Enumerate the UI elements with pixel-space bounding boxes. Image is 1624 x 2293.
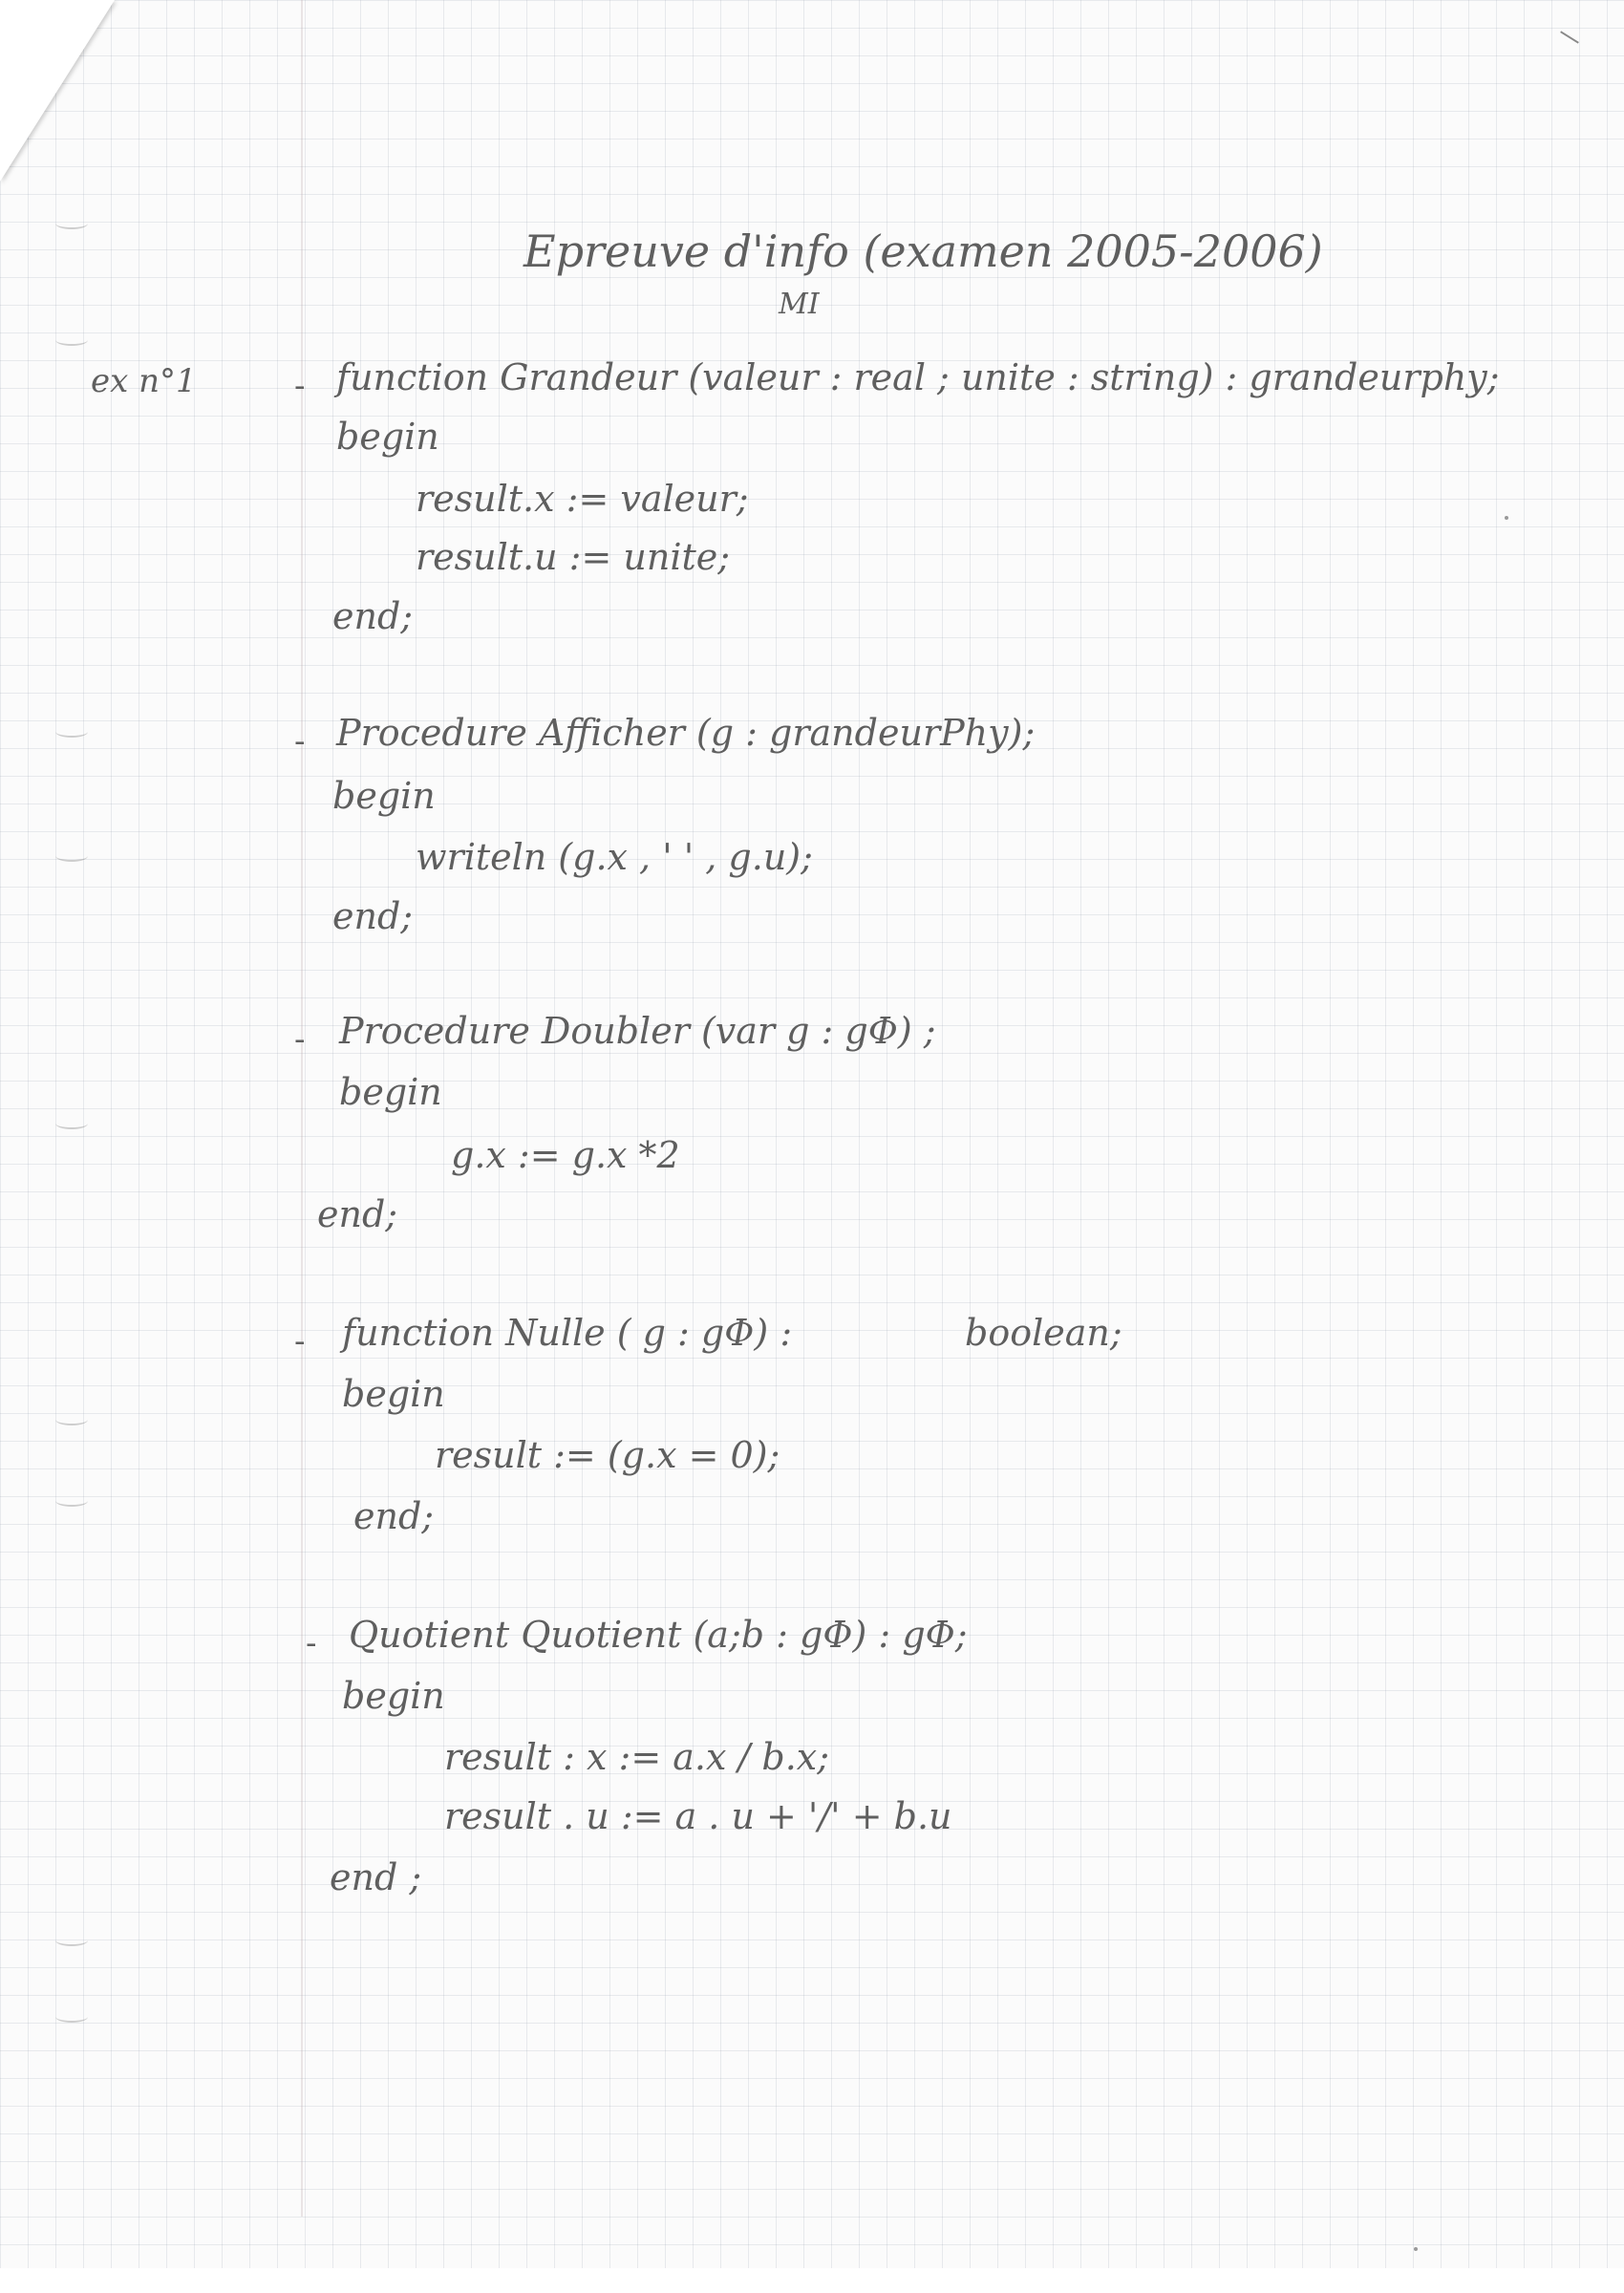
bullet-mark: - xyxy=(306,1624,317,1662)
code-line: begin xyxy=(336,416,439,458)
code-line: writeln (g.x , ' ' , g.u); xyxy=(416,836,813,878)
code-line: begin xyxy=(342,1373,445,1415)
binder-hole xyxy=(55,1495,88,1507)
bullet-mark: - xyxy=(294,367,306,405)
binder-hole xyxy=(55,218,88,229)
margin-line xyxy=(301,0,303,2217)
binder-hole xyxy=(55,850,88,862)
code-line: g.x := g.x *2 xyxy=(451,1134,680,1176)
stray-dot xyxy=(1505,516,1508,520)
binder-hole xyxy=(55,334,88,346)
binder-hole xyxy=(55,2011,88,2023)
code-line: end; xyxy=(332,595,414,637)
stray-dot xyxy=(1414,2247,1418,2251)
binder-hole xyxy=(55,726,88,738)
code-line: result : x := a.x / b.x; xyxy=(444,1736,830,1778)
code-line: end; xyxy=(353,1495,435,1537)
bullet-mark: - xyxy=(294,1020,306,1059)
code-line: end ; xyxy=(330,1856,422,1898)
code-line: function Grandeur (valeur : real ; unite : string) : grandeurphy; xyxy=(336,356,1500,398)
code-line: result := (g.x = 0); xyxy=(435,1434,780,1476)
code-line: Quotient Quotient (a;b : gΦ) : gΦ; xyxy=(349,1614,968,1656)
binder-hole xyxy=(55,1935,88,1946)
code-line: result.u := unite; xyxy=(416,536,731,578)
code-line: begin xyxy=(332,775,436,817)
page-bottom-edge xyxy=(0,2268,1624,2293)
code-line: end; xyxy=(317,1193,398,1235)
bullet-mark: - xyxy=(294,722,306,761)
code-line: begin xyxy=(342,1675,445,1717)
code-line: result.x := valeur; xyxy=(416,478,749,520)
code-line: begin xyxy=(339,1071,442,1113)
binder-hole xyxy=(55,1118,88,1129)
folded-corner xyxy=(0,0,115,182)
code-line: end; xyxy=(332,895,414,937)
code-line: boolean; xyxy=(965,1312,1122,1354)
exercise-label: ex n°1 xyxy=(91,362,197,400)
code-line: Procedure Afficher (g : grandeurPhy); xyxy=(336,712,1036,754)
binder-hole xyxy=(55,1414,88,1425)
page-subtitle: MI xyxy=(779,288,820,321)
bullet-mark: - xyxy=(294,1322,306,1361)
code-line: function Nulle ( g : gΦ) : xyxy=(342,1312,793,1354)
code-line: result . u := a . u + '/' + b.u xyxy=(444,1795,952,1837)
code-line: Procedure Doubler (var g : gΦ) ; xyxy=(339,1010,936,1052)
stray-pen-mark xyxy=(1560,31,1579,43)
page-title: Epreuve d'info (examen 2005-2006) xyxy=(524,225,1323,277)
